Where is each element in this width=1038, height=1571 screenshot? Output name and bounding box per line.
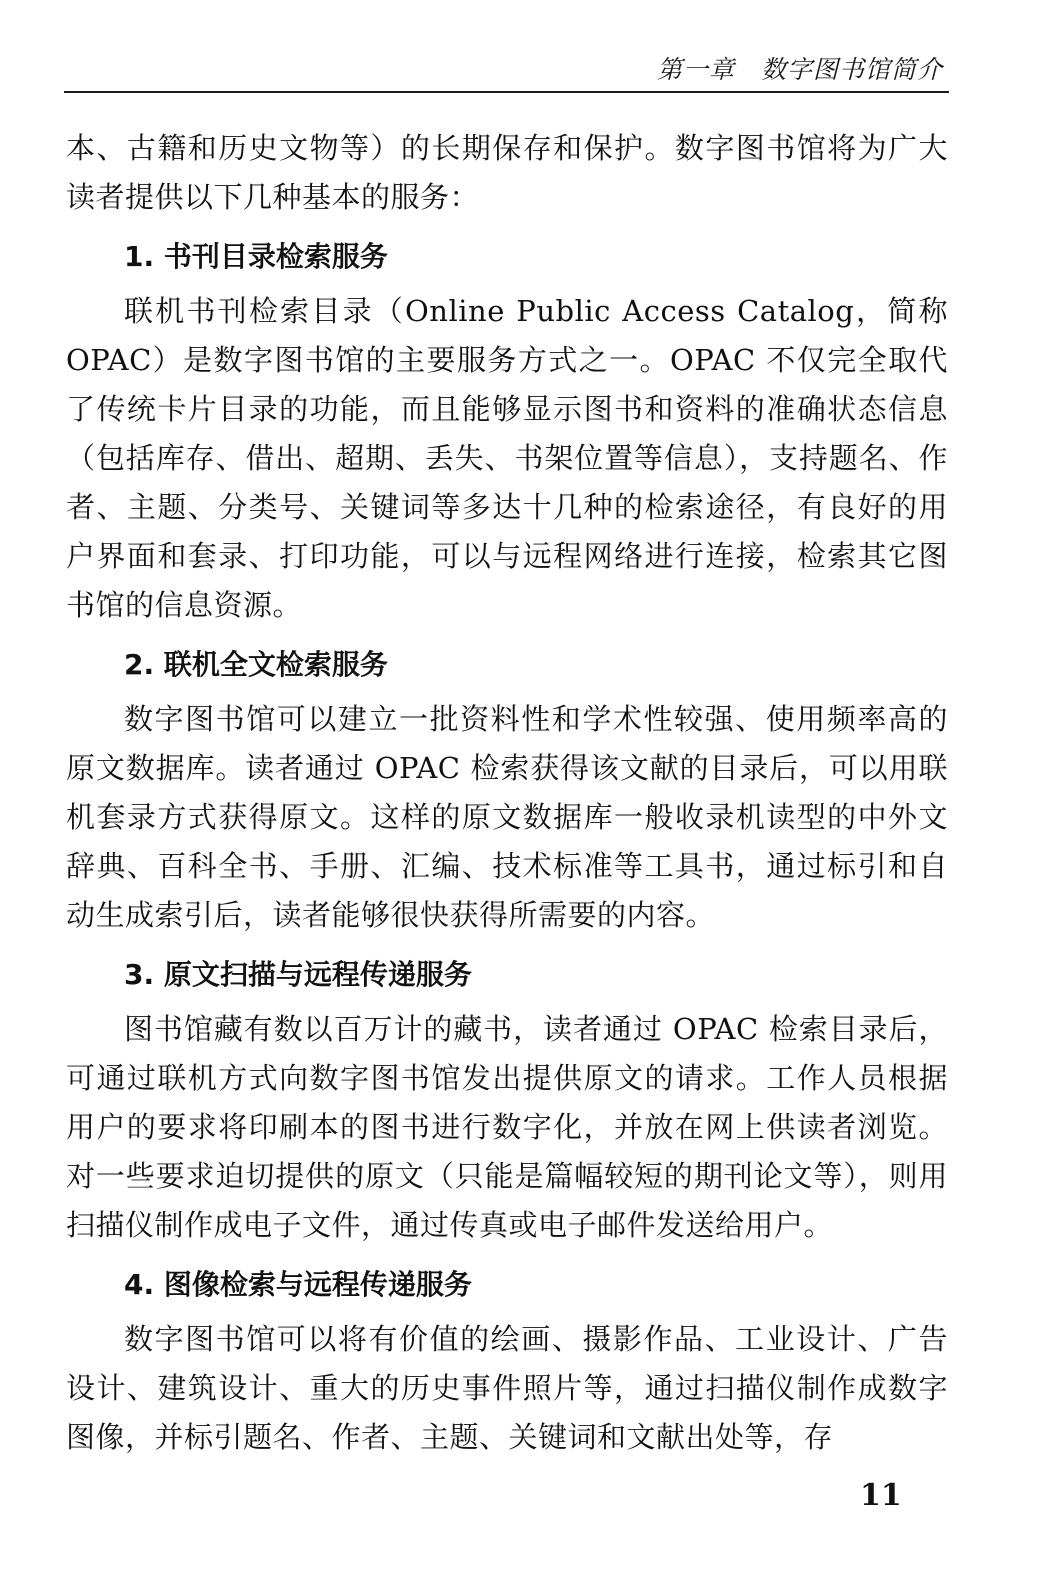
section-heading-2: 2. 联机全文检索服务 — [124, 648, 388, 681]
section-paragraph-2: 数字图书馆可以建立一批资料性和学术性较强、使用频率高的原文数据库。读者通过 OPAC 检索获得该文献的目录后，可以用联机套录方式获得原文。这样的原文数据库一般收录机读型的中外文辞典、百科全书、手册、汇编、技术标准等工具书，通过标引和自动生成索引后，读者能够很快获得所需要的内容。 — [66, 702, 948, 932]
section-paragraph-4: 数字图书馆可以将有价值的绘画、摄影作品、工业设计、广告设计、建筑设计、重大的历史事件照片等，通过扫描仪制作成数字图像，并标引题名、作者、主题、关键词和文献出处等，存 — [66, 1322, 948, 1454]
page-number: 11 — [860, 1478, 902, 1513]
running-header: 第一章 数字图书馆简介 — [656, 55, 943, 84]
section-paragraph-3: 图书馆藏有数以百万计的藏书，读者通过 OPAC 检索目录后，可通过联机方式向数字图书馆发出提供原文的请求。工作人员根据用户的要求将印刷本的图书进行数字化，并放在网上供读者浏览。对一些要求迫切提供的原文（只能是篇幅较短的期刊论文等），则用扫描仪制作成电子文件，通过传真或电子邮件发送给用户。 — [66, 1012, 948, 1242]
section-heading-3: 3. 原文扫描与远程传递服务 — [124, 958, 472, 991]
section-paragraph-1: 联机书刊检索目录（Online Public Access Catalog，简称OPAC）是数字图书馆的主要服务方式之一。OPAC 不仅完全取代了传统卡片目录的功能，而且能够显示图书和资料的准确状态信息（包括库存、借出、超期、丢失、书架位置等信息），支持题名、作者、主题、分类号、关键词等多达十几种的检索途径，有良好的用户界面和套录、打印功能，可以与远程网络进行连接，检索其它图书馆的信息资源。 — [66, 294, 948, 622]
intro-paragraph: 本、古籍和历史文物等）的长期保存和保护。数字图书馆将为广大读者提供以下几种基本的服务： — [66, 131, 948, 214]
page-body — [66, 124, 948, 1462]
section-heading-4: 4. 图像检索与远程传递服务 — [124, 1268, 472, 1301]
header-rule — [64, 91, 949, 93]
section-heading-1: 1. 书刊目录检索服务 — [124, 240, 388, 273]
